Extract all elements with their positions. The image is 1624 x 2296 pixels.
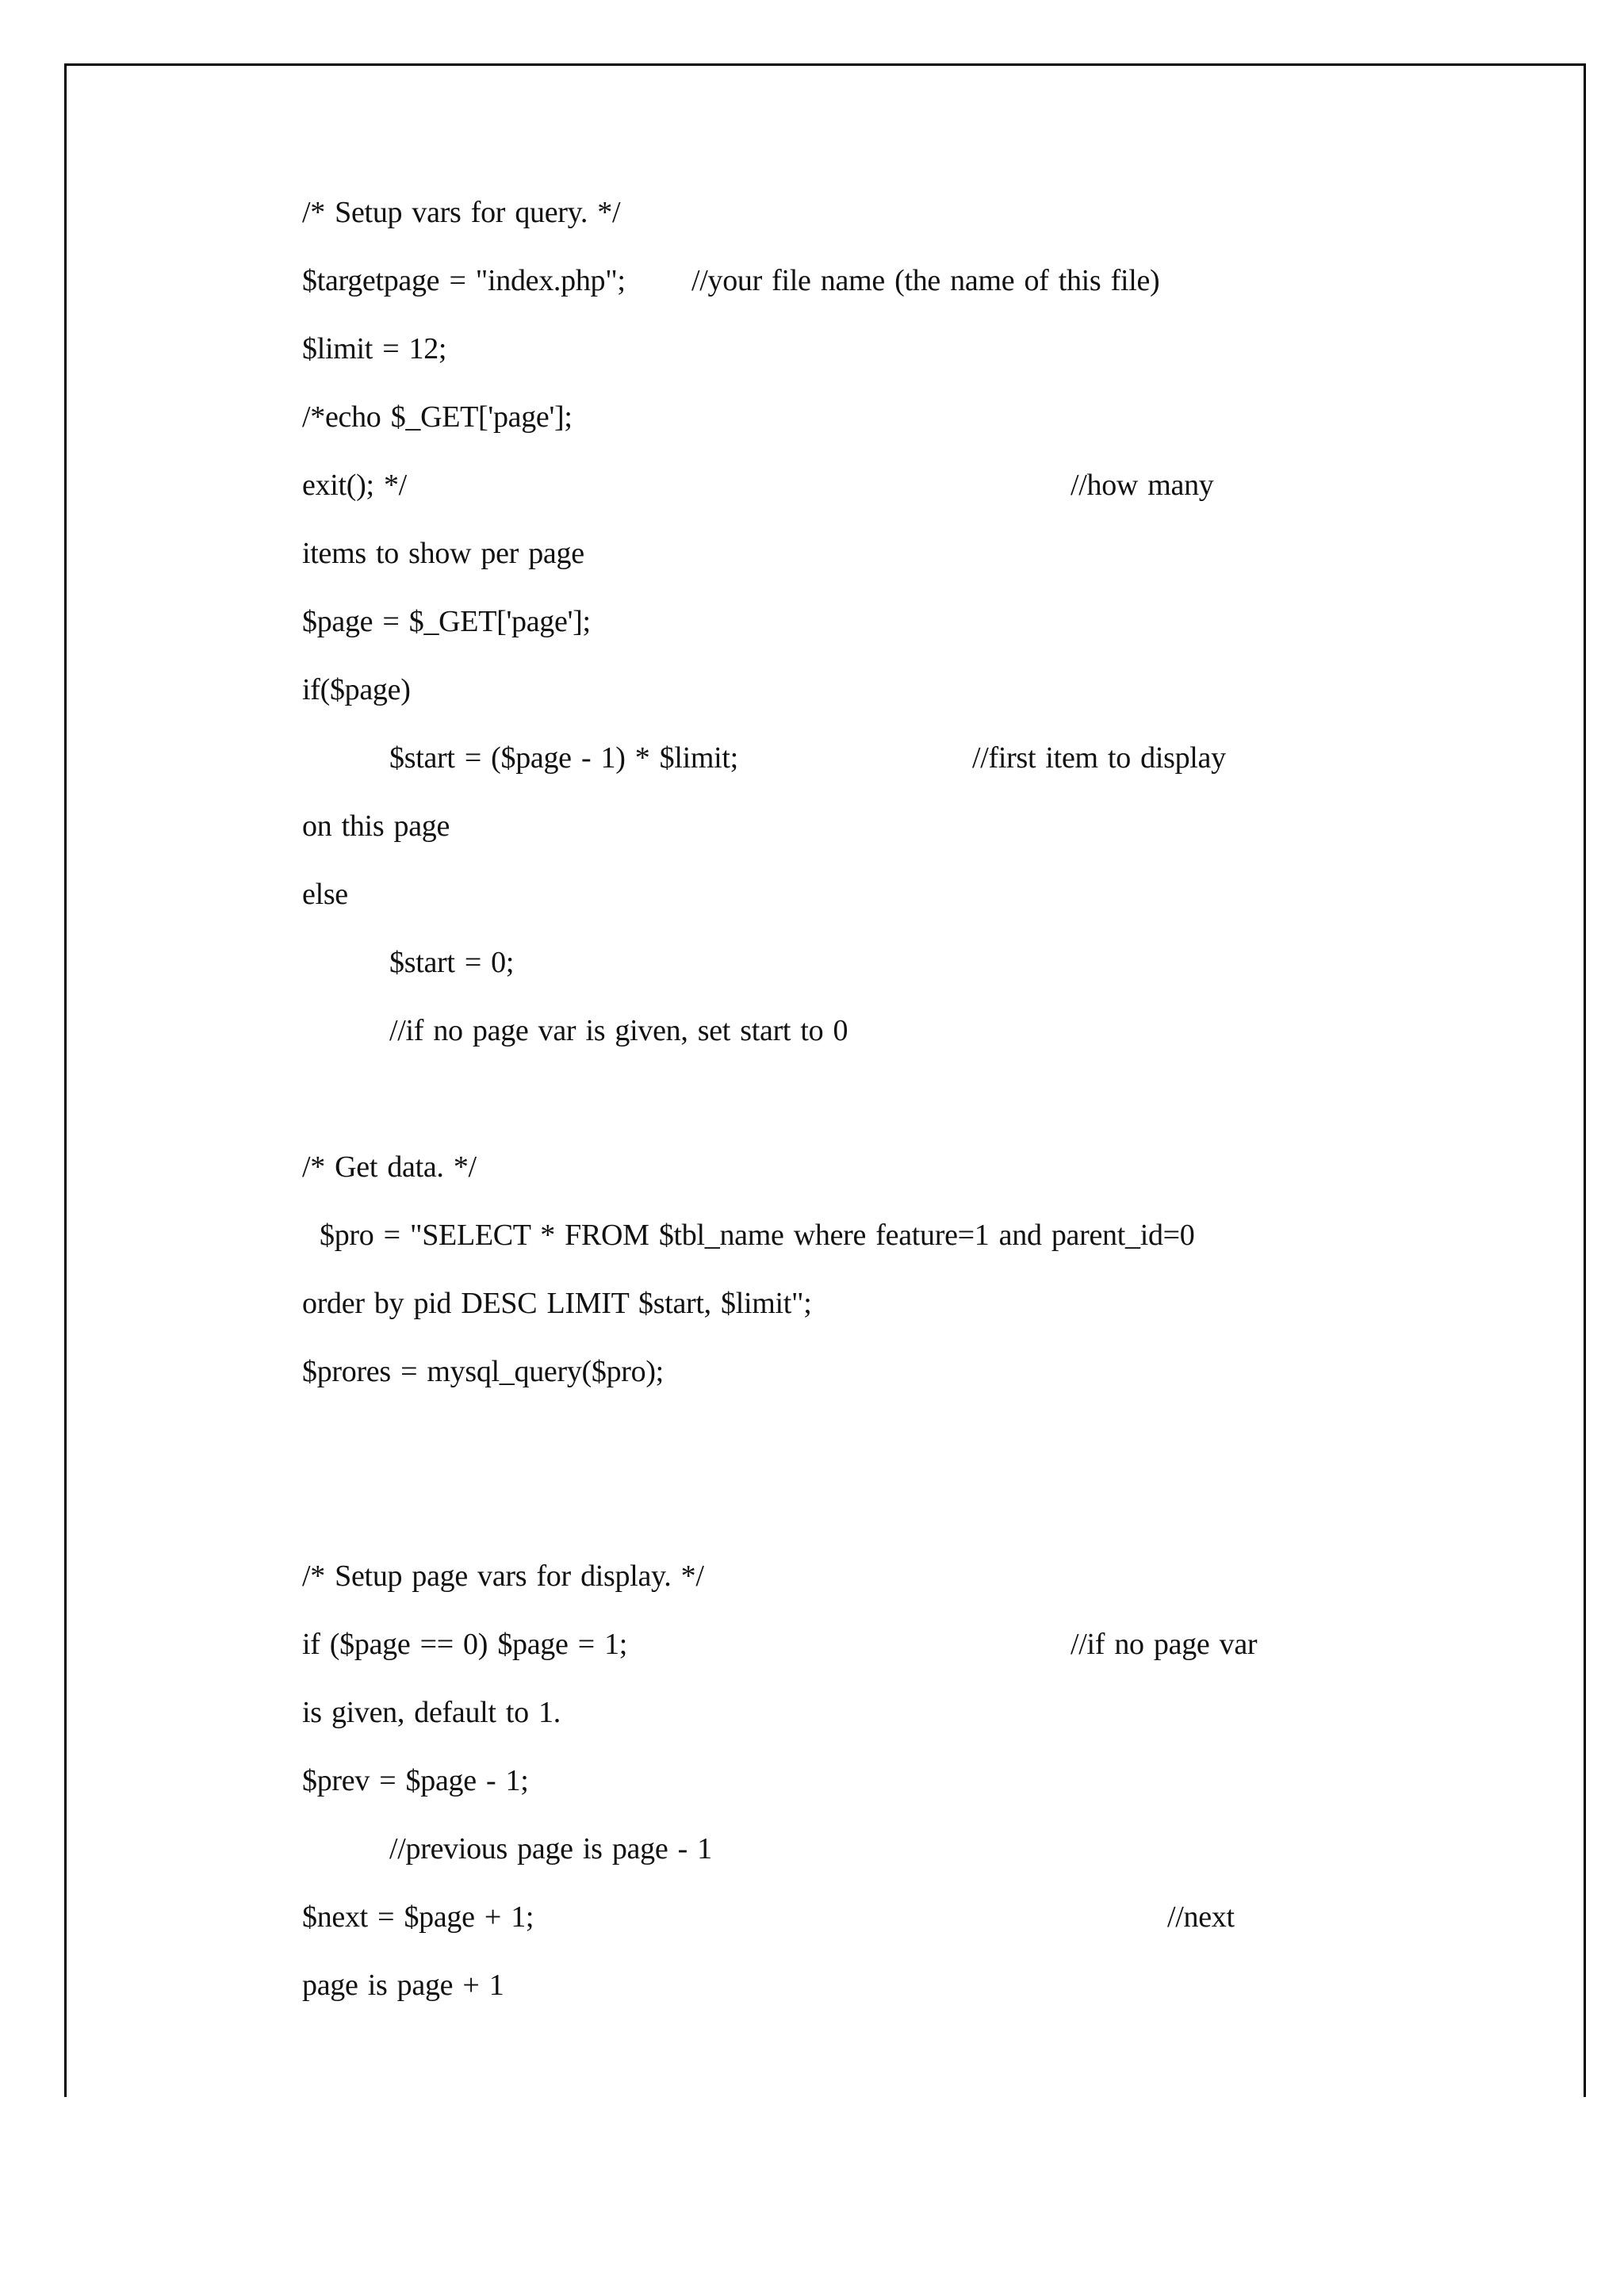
- code-line: if($page): [302, 673, 411, 706]
- code-line: on this page: [302, 809, 450, 843]
- code-line: $start = ($page - 1) * $limit;: [389, 741, 738, 775]
- code-line: else: [302, 878, 348, 911]
- code-line: $limit = 12;: [302, 332, 447, 365]
- code-line: $prores = mysql_query($pro);: [302, 1355, 664, 1388]
- code-comment: //next: [1167, 1900, 1235, 1934]
- code-comment: //first item to display: [972, 741, 1226, 775]
- code-line: $start = 0;: [389, 946, 515, 979]
- code-comment: //your file name (the name of this file): [691, 264, 1160, 297]
- code-line: items to show per page: [302, 537, 584, 570]
- code-line: $page = $_GET['page'];: [302, 605, 591, 638]
- code-line: /* Setup page vars for display. */: [302, 1559, 704, 1593]
- code-line: order by pid DESC LIMIT $start, $limit";: [302, 1287, 812, 1320]
- code-line: /*echo $_GET['page'];: [302, 400, 573, 434]
- code-line: if ($page == 0) $page = 1;: [302, 1628, 628, 1661]
- code-comment: //previous page is page - 1: [389, 1832, 712, 1866]
- page-frame: [64, 63, 1586, 2097]
- code-line: /* Get data. */: [302, 1150, 477, 1184]
- code-comment: //if no page var is given, set start to 0: [389, 1014, 848, 1047]
- code-comment: //how many: [1071, 469, 1214, 502]
- code-line: $targetpage = "index.php";: [302, 264, 626, 297]
- code-line: $pro = "SELECT * FROM $tbl_name where feature=1 and parent_id=0: [320, 1219, 1195, 1252]
- code-line: page is page + 1: [302, 1969, 504, 2002]
- code-line: $prev = $page - 1;: [302, 1764, 529, 1797]
- code-line: is given, default to 1.: [302, 1696, 561, 1729]
- code-line: exit(); */: [302, 469, 407, 502]
- code-line: $next = $page + 1;: [302, 1900, 534, 1934]
- code-comment: //if no page var: [1071, 1628, 1258, 1661]
- code-line: /* Setup vars for query. */: [302, 196, 621, 229]
